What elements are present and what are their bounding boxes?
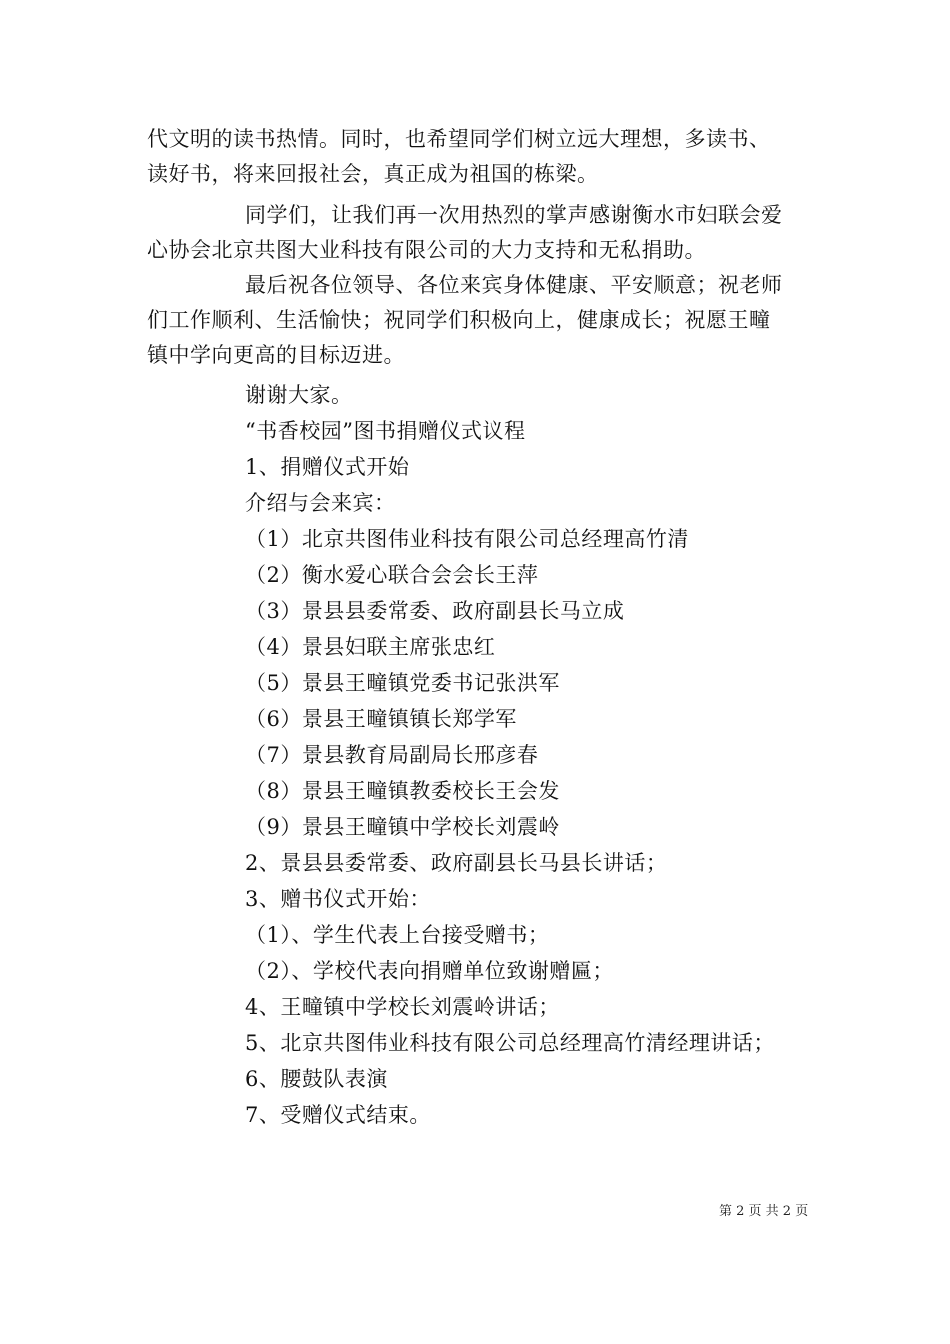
agenda-subitem: （2）、学校代表向捐赠单位致谢赠匾；	[245, 959, 614, 983]
paragraph-line: 最后祝各位领导、各位来宾身体健康、平安顺意；祝老师	[245, 273, 783, 297]
agenda-item: 5、北京共图伟业科技有限公司总经理高竹清经理讲话；	[245, 1031, 775, 1055]
guest-item: （2）衡水爱心联合会会长王萍	[245, 563, 539, 587]
agenda-item: 2、景县县委常委、政府副县长马县长讲话；	[245, 851, 668, 875]
guest-item: （3）景县县委常委、政府副县长马立成	[245, 599, 625, 623]
guest-item: （5）景县王疃镇党委书记张洪军	[245, 671, 560, 695]
guest-item: （9）景县王疃镇中学校长刘震岭	[245, 815, 560, 839]
agenda-item: 6、腰鼓队表演	[245, 1067, 388, 1091]
guest-item: （6）景县王疃镇镇长郑学军	[245, 707, 517, 731]
guest-item: （7）景县教育局副局长邢彦春	[245, 743, 539, 767]
guest-item: （1）北京共图伟业科技有限公司总经理高竹清	[245, 527, 689, 551]
paragraph-line: 谢谢大家。	[245, 383, 353, 407]
paragraph-line: 们工作顺利、生活愉快；祝同学们积极向上，健康成长；祝愿王疃	[147, 308, 771, 332]
agenda-item: 7、受赠仪式结束。	[245, 1103, 431, 1127]
paragraph-line: 读好书，将来回报社会，真正成为祖国的栋梁。	[147, 162, 599, 186]
paragraph-line: 镇中学向更高的目标迈进。	[147, 343, 405, 367]
paragraph-line: 同学们，让我们再一次用热烈的掌声感谢衡水市妇联会爱	[245, 203, 783, 227]
guest-item: （4）景县妇联主席张忠红	[245, 635, 496, 659]
agenda-item: 1、捐赠仪式开始	[245, 455, 410, 479]
agenda-subitem: （1）、学生代表上台接受赠书；	[245, 923, 550, 947]
agenda-title: “书香校园”图书捐赠仪式议程	[245, 419, 526, 443]
agenda-item: 3、赠书仪式开始：	[245, 887, 431, 911]
paragraph-line: 代文明的读书热情。同时，也希望同学们树立远大理想，多读书、	[147, 127, 771, 151]
page-number-footer: 第 2 页 共 2 页	[719, 1204, 809, 1219]
agenda-item: 介绍与会来宾：	[245, 491, 396, 515]
agenda-item: 4、王疃镇中学校长刘震岭讲话；	[245, 995, 560, 1019]
paragraph-line: 心协会北京共图大业科技有限公司的大力支持和无私捐助。	[147, 238, 706, 262]
guest-item: （8）景县王疃镇教委校长王会发	[245, 779, 560, 803]
